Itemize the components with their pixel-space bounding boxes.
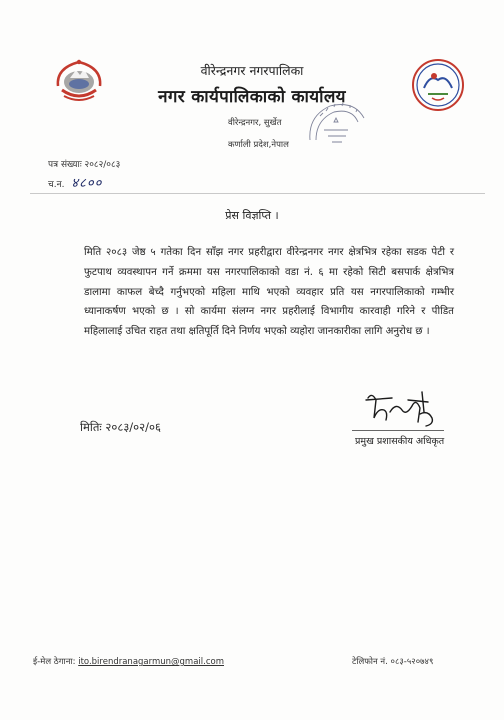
dispatch-value: ४८०० [71, 176, 103, 191]
office-name: नगर कार्यपालिकाको कार्यालय [158, 87, 346, 107]
email-link[interactable]: ito.birendranagarmun@gmail.com [78, 657, 224, 667]
dispatch-number [48, 173, 102, 191]
letter-reference-number [48, 157, 120, 170]
address-line-2: कर्णाली प्रदेश,नेपाल [228, 140, 289, 150]
address-line-1: वीरेन्द्रनगर, सुर्खेत [228, 118, 282, 128]
date-value: २०८३/०२/०६ [105, 420, 161, 434]
press-release-body: मिति २०८३ जेष्ठ ५ गतेका दिन साँझ नगर प्रहरीद्वारा वीरेन्द्रनगर नगर क्षेत्रभित्र रहेका सडक पेटी र फुटपाथ व्यवस्थापन गर्ने क्रममा यस नगरपालिकाको वडा नं. ६ मा रहेको सिटी बसपार्क क्षेत्रभित्र डालामा काफल बेच्दै गर्नुभएको महिला माथि भएको व्यवहार प्रति यस नगरपालिकाको गम्भीर ध्यानाकर्षण भएको छ । सो कार्यमा संलग्न नगर प्रहरीलाई विभागीय कारवाही गरिने र पीडित महिलालाई उचित राहत तथा क्षतिपूर्ति दिने निर्णय भएको व्यहोरा जानकारीका लागि अनुरोध छ । [84, 247, 454, 338]
reference-label: पत्र संख्याः [48, 160, 82, 170]
header-divider [30, 193, 485, 194]
handwritten-signature-icon [362, 388, 440, 430]
document-title: प्रेस विज्ञप्ति । [225, 209, 279, 222]
signature-line [352, 430, 444, 431]
phone-label: टेलिफोन नं. [352, 657, 388, 667]
date-label: मितिः [80, 420, 102, 434]
email-label: ई-मेल ठेगाना: [33, 657, 76, 667]
reference-value: २०८२/०८३ [84, 160, 121, 170]
issue-date [80, 420, 161, 435]
phone-value: ०८३-५२०७४९ [390, 657, 434, 667]
dispatch-label: च.न. [48, 180, 65, 190]
municipality-name: वीरेन्द्रनगर नगरपालिका [200, 63, 304, 78]
footer-email [33, 656, 224, 667]
signatory-title: प्रमुख प्रशासकीय अधिकृत [355, 436, 445, 447]
office-seal-stamp-icon [304, 96, 368, 152]
footer-phone [352, 656, 433, 667]
